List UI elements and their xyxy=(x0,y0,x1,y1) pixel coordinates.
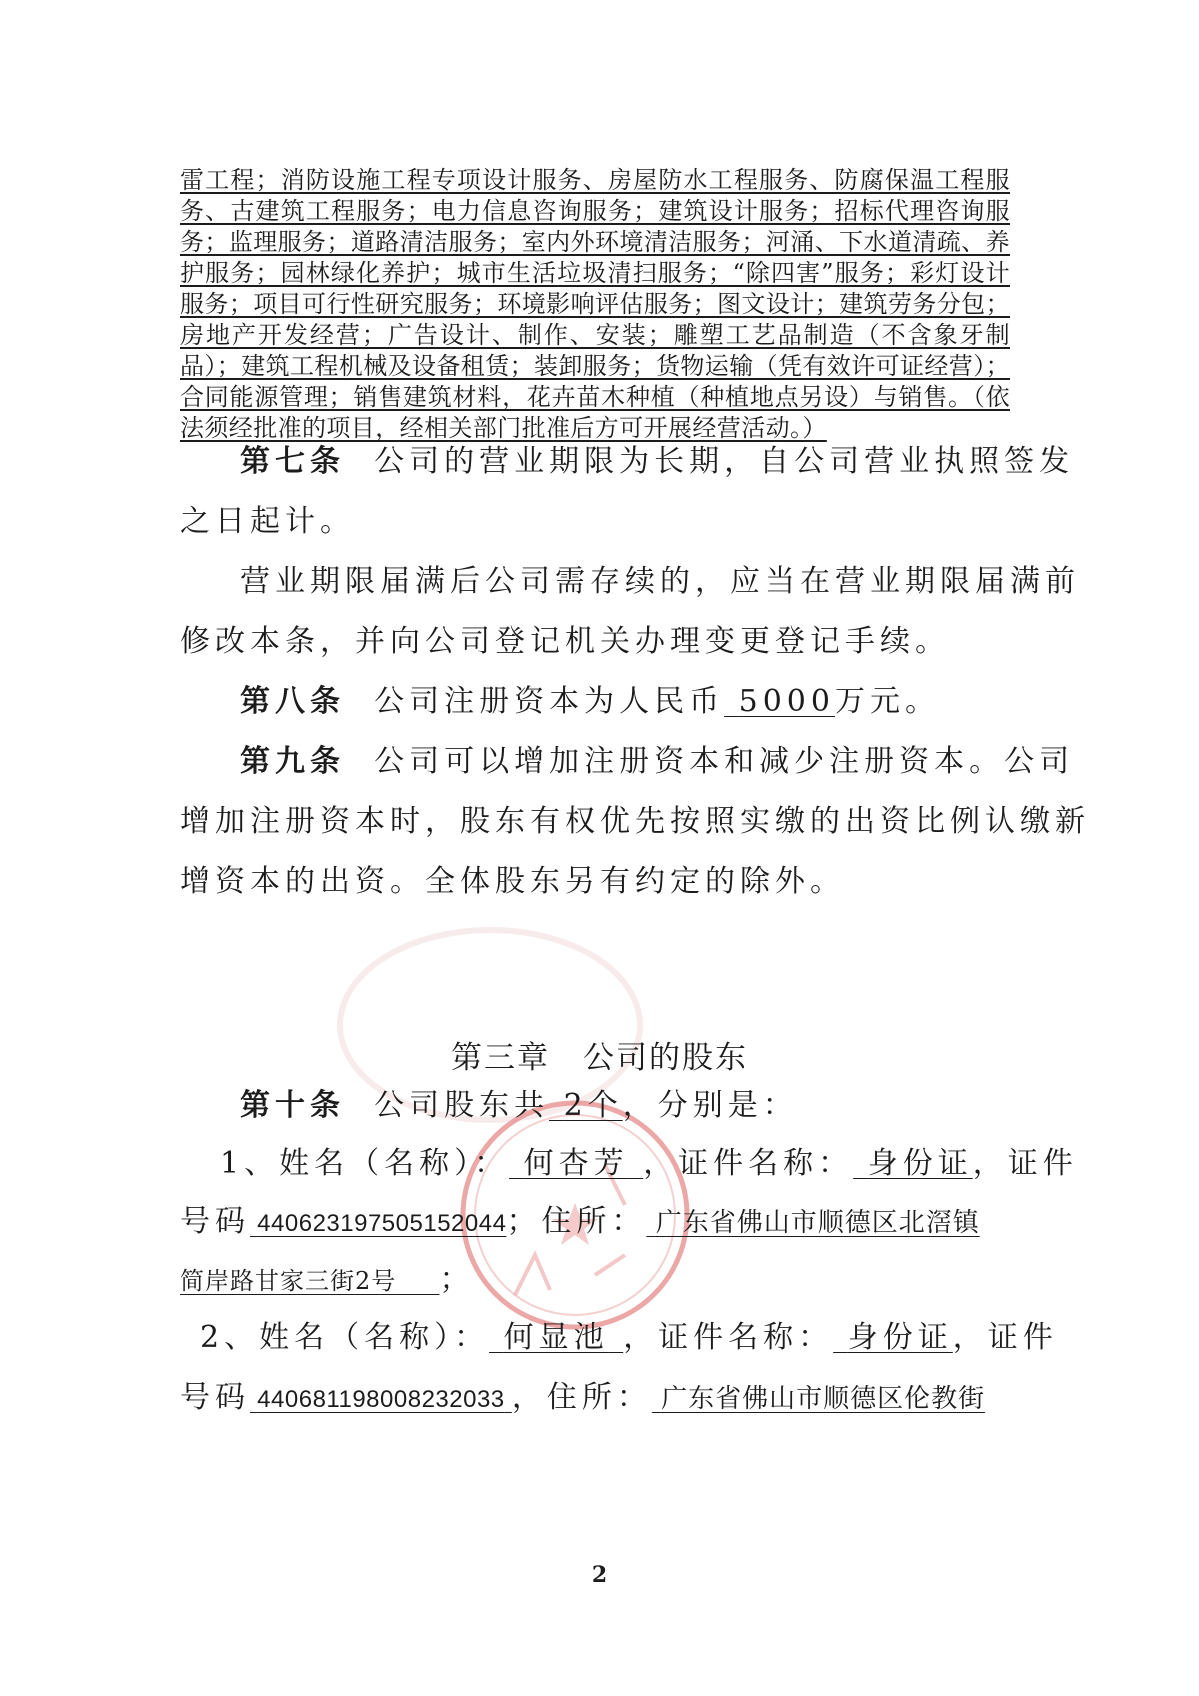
shareholder-1-address-line1: 广东省佛山市顺德区北滘镇 xyxy=(655,1208,980,1238)
article-9-label: 第九条 xyxy=(240,744,345,779)
article-10: 第十条 公司股东共 2个，分别是： xyxy=(240,1088,798,1123)
shareholder-1-cert-type: 身份证 xyxy=(867,1146,973,1181)
shareholder-1-id-number: 440623197505152044 xyxy=(257,1210,507,1237)
shareholder-1-address-line: 简岸路甘家三街2号 ； xyxy=(180,1262,475,1297)
article-9-line3: 增资本的出资。全体股东另有约定的除外。 xyxy=(180,864,845,899)
shareholder-1-name: 何杏芳 xyxy=(523,1146,629,1181)
shareholder-2-name: 何显池 xyxy=(503,1320,609,1355)
page-number: 2 xyxy=(591,1562,608,1588)
article-7-label: 第七条 xyxy=(240,444,345,479)
shareholder-2-name-line: 2、姓名（名称）： 何显池 ，证件名称： 身份证，证件 xyxy=(200,1320,1058,1355)
shareholder-count: 2个 xyxy=(563,1088,623,1123)
article-9-line1: 第九条 公司可以增加注册资本和减少注册资本。公司 xyxy=(240,744,1075,779)
article-7-para2-line1: 营业期限届满后公司需存续的，应当在营业期限届满前 xyxy=(240,564,1080,599)
article-10-label: 第十条 xyxy=(240,1088,345,1123)
article-8-label: 第八条 xyxy=(240,684,345,719)
shareholder-2-address-line1: 广东省佛山市顺德区伦教街 xyxy=(661,1384,986,1414)
article-9-line2: 增加注册资本时，股东有权优先按照实缴的出资比例认缴新 xyxy=(180,804,1090,839)
shareholder-2-cert-type: 身份证 xyxy=(847,1320,953,1355)
shareholder-2-id-number: 440681198008232033 xyxy=(257,1386,505,1413)
shareholder-1-address-line2: 简岸路甘家三街2号 xyxy=(180,1267,397,1295)
chapter-heading: 第三章 公司的股东 xyxy=(451,1040,748,1076)
shareholder-2-id-line: 号码 440681198008232033 ，住所： 广东省佛山市顺德区伦教街 xyxy=(180,1380,986,1415)
registered-capital-amount: 5000 xyxy=(738,684,835,719)
article-7-line1: 第七条 公司的营业期限为长期，自公司营业执照签发 xyxy=(240,444,1075,479)
shareholder-1-name-line: 1、姓名（名称）： 何杏芳 ，证件名称： 身份证，证件 xyxy=(220,1146,1078,1181)
shareholder-1-id-line: 号码 440623197505152044；住所： 广东省佛山市顺德区北滘镇 xyxy=(180,1204,980,1239)
business-scope-text: 雷工程；消防设施工程专项设计服务、房屋防水工程服务、防腐保温工程服务、古建筑工程服务；电力信息咨询服务；建筑设计服务；招标代理咨询服务；监理服务；道路清洁服务；室内外环境清洁服务；河涌、下水道清疏、养护服务；园林绿化养护；城市生活垃圾清扫服务；“除四害”服务；彩灯设计服务；项目可行性研究服务；环境影响评估服务；图文设计；建筑劳务分包；房地产开发经营；广告设计、制作、安装；雕塑工艺品制造（不含象牙制品）；建筑工程机械及设备租赁；装卸服务；货物运输（凭有效许可证经营）；合同能源管理；销售建筑材料，花卉苗木种植（种植地点另设）与销售。（依法须经批准的项目，经相关部门批准后方可开展经营活动。） xyxy=(180,166,1010,442)
article-7-para2-line2: 修改本条，并向公司登记机关办理变更登记手续。 xyxy=(180,624,950,659)
article-7-line2: 之日起计。 xyxy=(180,504,355,539)
article-8: 第八条 公司注册资本为人民币 5000万元。 xyxy=(240,684,940,719)
